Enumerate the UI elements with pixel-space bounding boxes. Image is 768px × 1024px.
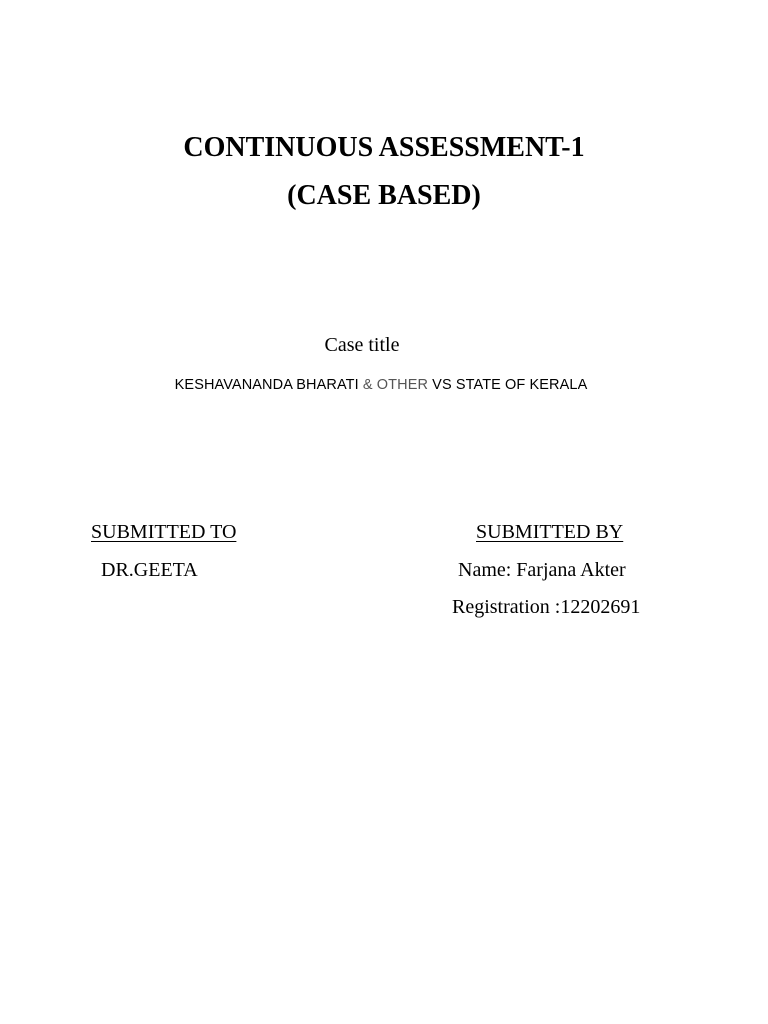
case-title-label: Case title [324, 334, 400, 356]
document-title-line-1: CONTINUOUS ASSESSMENT-1 [183, 132, 585, 163]
case-name-part-3: VS STATE OF KERALA [428, 377, 588, 393]
submitted-by-name: Name: Farjana Akter [458, 559, 626, 581]
submitted-to-name: DR.GEETA [101, 559, 198, 581]
case-name-part-2: & OTHER [362, 377, 429, 393]
submitted-to-heading: SUBMITTED TO [91, 521, 237, 543]
document-title-line-2: (CASE BASED) [287, 180, 481, 211]
case-name-part-1: KESHAVANANDA BHARATI [174, 377, 363, 393]
case-name [0, 376, 762, 394]
submitted-by-heading: SUBMITTED BY [476, 521, 624, 543]
submitted-by-registration: Registration :12202691 [452, 596, 641, 618]
